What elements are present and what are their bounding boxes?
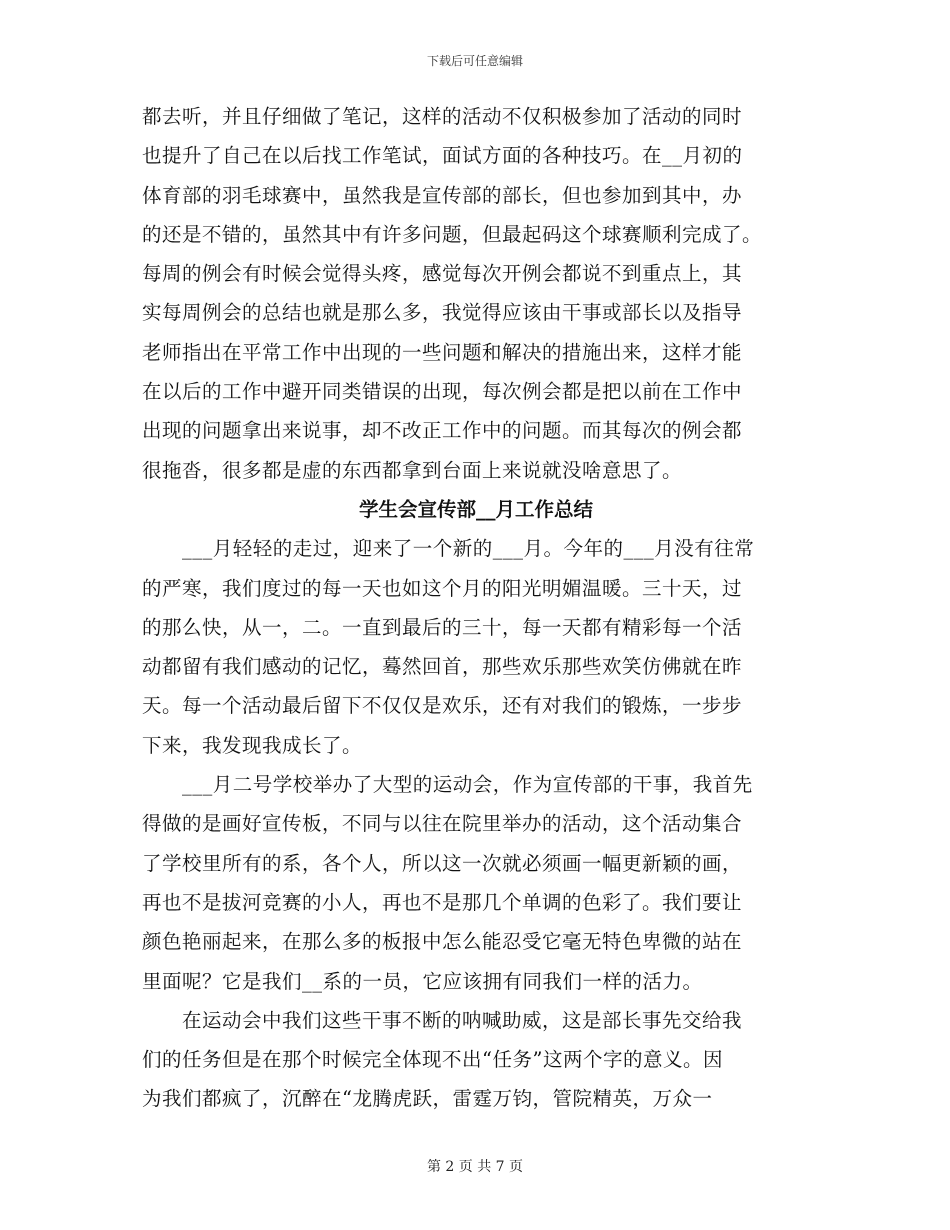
text-line: 每周的例会有时候会觉得头疼，感觉每次开例会都说不到重点上，其 xyxy=(142,262,743,286)
paragraph-3 xyxy=(142,1001,810,1119)
text-line: 再也不是拔河竞赛的小人，再也不是那几个单调的色彩了。我们要让 xyxy=(142,890,743,914)
text-line: 为我们都疯了，沉醉在“龙腾虎跃，雷霆万钧，管院精英，万众一 xyxy=(142,1087,713,1111)
document-body xyxy=(142,97,810,1119)
text-line: ___月轻轻的走过，迎来了一个新的___月。今年的___月没有往常 xyxy=(182,537,755,561)
page-number: 第 2 页 共 7 页 xyxy=(426,1159,524,1175)
paragraph-continued xyxy=(142,97,810,490)
text-line: 颜色艳丽起来，在那么多的板报中怎么能忍受它毫无特色卑微的站在 xyxy=(142,930,743,954)
text-line: 实每周例会的总结也就是那么多，我觉得应该由干事或部长以及指导 xyxy=(142,301,743,325)
paragraph-2 xyxy=(142,765,810,1001)
text-line: 很拖沓，很多都是虚的东西都拿到台面上来说就没啥意思了。 xyxy=(142,458,683,482)
text-line: 出现的问题拿出来说事，却不改正工作中的问题。而其每次的例会都 xyxy=(142,419,743,443)
text-line: 们的任务但是在那个时候完全体现不出“任务”这两个字的意义。因 xyxy=(142,1048,723,1072)
text-line: 了学校里所有的系，各个人，所以这一次就必须画一幅更新颖的画， xyxy=(142,851,743,875)
text-line: 的那么快，从一，二。一直到最后的三十，每一天都有精彩每一个活 xyxy=(142,615,743,639)
text-line: 在以后的工作中避开同类错误的出现，每次例会都是把以前在工作中 xyxy=(142,380,743,404)
text-line: 的严寒，我们度过的每一天也如这个月的阳光明媚温暖。三十天，过 xyxy=(142,576,743,600)
text-line: 动都留有我们感动的记忆，蓦然回首，那些欢乐那些欢笑仿佛就在昨 xyxy=(142,655,743,679)
text-line: 老师指出在平常工作中出现的一些问题和解决的措施出来，这样才能 xyxy=(142,340,743,364)
text-line: 下来，我发现我成长了。 xyxy=(142,733,363,757)
text-line: 里面呢？它是我们__系的一员，它应该拥有同我们一样的活力。 xyxy=(142,969,703,993)
text-line: 天。每一个活动最后留下不仅仅是欢乐，还有对我们的锻炼，一步步 xyxy=(142,694,743,718)
paragraph-1 xyxy=(142,529,810,765)
text-line: 都去听，并且仔细做了笔记，这样的活动不仅积极参加了活动的同时 xyxy=(142,105,743,128)
text-line: 得做的是画好宣传板，不同与以往在院里举办的活动，这个活动集合 xyxy=(142,812,743,836)
section-title: 学生会宣传部__月工作总结 xyxy=(358,497,593,521)
text-line: 也提升了自己在以后找工作笔试，面试方面的各种技巧。在__月初的 xyxy=(142,144,743,168)
page-header: 下载后可任意编辑 xyxy=(426,54,523,68)
text-line: 在运动会中我们这些干事不断的呐喊助威，这是部长事先交给我 xyxy=(182,1008,743,1032)
text-line: ___月二号学校举办了大型的运动会，作为宣传部的干事，我首先 xyxy=(182,773,753,797)
text-line: 的还是不错的，虽然其中有许多问题，但最起码这个球赛顺利完成了。 xyxy=(142,222,763,246)
text-line: 体育部的羽毛球赛中，虽然我是宣传部的部长，但也参加到其中，办 xyxy=(142,183,743,207)
